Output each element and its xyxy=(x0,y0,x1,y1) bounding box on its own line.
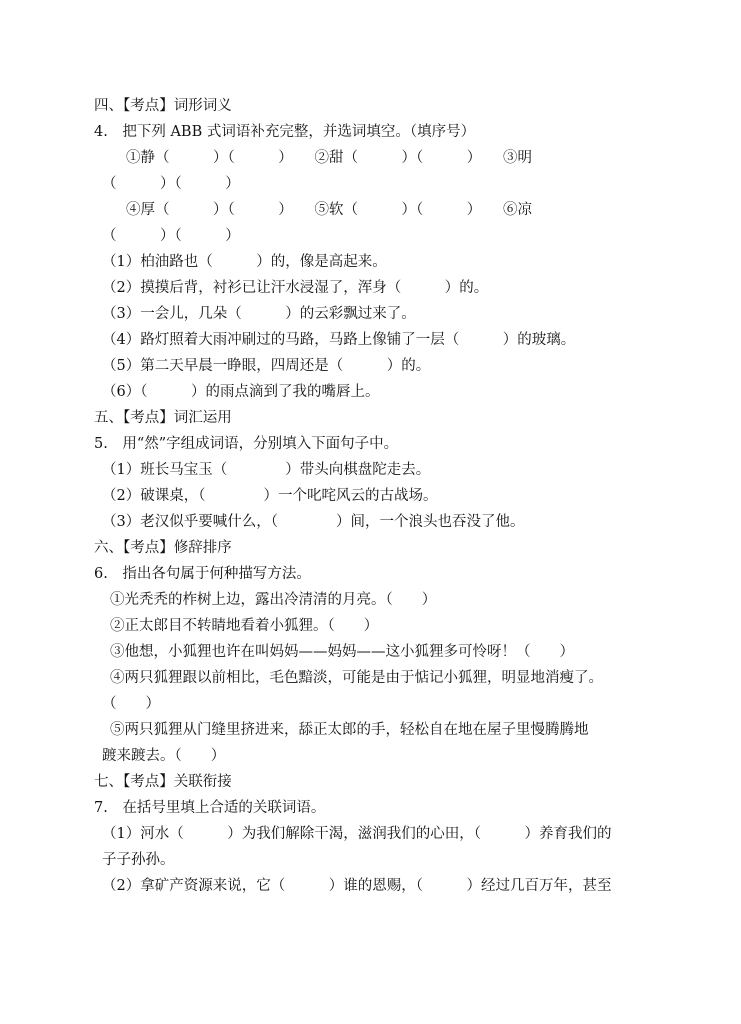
question-4-prompt: 4. 把下列 ABB 式词语补充完整，并选词填空。（填序号） xyxy=(94,124,476,140)
question-6-prompt: 6. 指出各句属于何种描写方法。 xyxy=(94,566,311,582)
question-4-item-4: （4）路灯照着大雨冲刷过的马路，马路上像铺了一层（ ）的玻璃。 xyxy=(102,332,576,348)
abb-row-2-wrap: （ ）（ ） xyxy=(102,228,240,244)
question-6-item-5-wrap: 踱来踱去。（ ） xyxy=(102,748,226,764)
question-6-item-2: ②正太郎目不转睛地看着小狐狸。（ ） xyxy=(110,618,379,634)
question-6-item-5: ⑤两只狐狸从门缝里挤进来，舔正太郎的手，轻松自在地在屋子里慢腾腾地 xyxy=(110,722,589,738)
question-6-item-3: ③他想，小狐狸也许在叫妈妈——妈妈——这小狐狸多可怜呀！（ ） xyxy=(110,644,574,660)
question-7-item-2: （2）拿矿产资源来说，它（ ）谁的恩赐，（ ）经过几百万年，甚至 xyxy=(102,878,612,894)
question-5-prompt: 5. 用“然”字组成词语，分别填入下面句子中。 xyxy=(94,436,399,452)
question-7-item-1-wrap: 子子孙孙。 xyxy=(102,852,175,868)
abb-row-1-wrap: （ ）（ ） xyxy=(102,176,240,192)
section-heading-5: 五、【考点】词汇运用 xyxy=(94,410,232,426)
section-heading-6: 六、【考点】修辞排序 xyxy=(94,540,232,556)
question-4-item-1: （1）柏油路也（ ）的，像是高起来。 xyxy=(102,254,387,270)
question-5-item-1: （1）班长马宝玉（ ）带头向棋盘陀走去。 xyxy=(102,462,431,478)
question-7-prompt: 7. 在括号里填上合适的关联词语。 xyxy=(94,800,326,816)
question-7-item-1: （1）河水（ ）为我们解除干渴，滋润我们的心田，（ ）养育我们的 xyxy=(102,826,612,842)
question-6-item-1: ①光秃秃的柞树上边，露出冷清清的月亮。（ ） xyxy=(110,592,437,608)
question-4-item-6: （6）（ ）的雨点滴到了我的嘴唇上。 xyxy=(102,384,380,400)
question-5-item-2: （2）破课桌，（ ）一个叱咤风云的古战场。 xyxy=(102,488,438,504)
section-heading-7: 七、【考点】关联衔接 xyxy=(94,774,232,790)
question-6-item-4: ④两只狐狸跟以前相比，毛色黯淡，可能是由于惦记小狐狸，明显地消瘦了。 xyxy=(110,670,603,686)
question-4-item-3: （3）一会儿，几朵（ ）的云彩飘过来了。 xyxy=(102,306,416,322)
question-4-item-5: （5）第二天早晨一睁眼，四周还是（ ）的。 xyxy=(102,358,431,374)
abb-row-2: ④厚（ ）（ ） ⑤软（ ）（ ） ⑥凉 xyxy=(126,202,532,218)
question-5-item-3: （3）老汉似乎要喊什么，（ ）间，一个浪头也吞没了他。 xyxy=(102,514,525,530)
question-6-item-4-wrap: （ ） xyxy=(102,696,160,712)
abb-row-1: ①静（ ）（ ） ②甜（ ）（ ） ③明 xyxy=(126,150,532,166)
question-4-item-2: （2）摸摸后背，衬衫已让汗水浸湿了，浑身（ ）的。 xyxy=(102,280,489,296)
section-heading-4: 四、【考点】词形词义 xyxy=(94,98,232,114)
